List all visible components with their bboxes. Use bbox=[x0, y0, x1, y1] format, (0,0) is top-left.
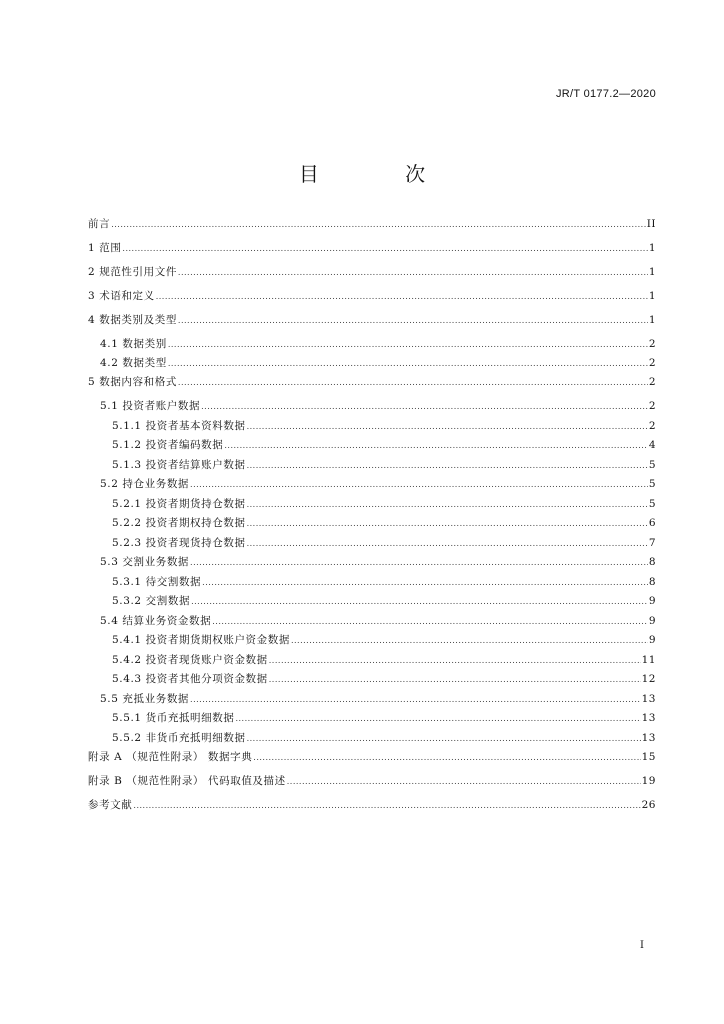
toc-entry-label: 5.1 投资者账户数据 bbox=[100, 400, 201, 412]
toc-entry-label: 4.2 数据类型 bbox=[100, 357, 167, 369]
toc-entry-label: 1 范围 bbox=[88, 242, 122, 254]
toc-entry-page: 2 bbox=[648, 338, 656, 350]
toc-entry-page: 1 bbox=[648, 290, 656, 302]
toc-entry-page: 11 bbox=[641, 653, 656, 666]
toc-entry[interactable] bbox=[88, 751, 656, 775]
toc-entry-label: 4.1 数据类别 bbox=[100, 338, 167, 350]
toc-entry-label: 5.3.2 交割数据 bbox=[112, 595, 191, 607]
toc-leader-dots bbox=[178, 315, 648, 327]
toc-entry-page: 13 bbox=[641, 692, 656, 705]
toc-entry-label: 5.4.1 投资者期货期权账户资金数据 bbox=[112, 634, 290, 646]
toc-entry[interactable] bbox=[88, 290, 656, 314]
toc-entry-label: 5.2 持仓业务数据 bbox=[100, 478, 190, 490]
toc-entry[interactable] bbox=[88, 439, 656, 459]
toc-entry-label: 5.2.2 投资者期权持仓数据 bbox=[112, 517, 246, 529]
toc-entry[interactable] bbox=[88, 420, 656, 440]
toc-entry-page: 19 bbox=[641, 775, 656, 787]
toc-leader-dots bbox=[168, 339, 648, 351]
toc-entry-label: 5.2.3 投资者现货持仓数据 bbox=[112, 536, 246, 549]
toc-entry-label: 5.4.2 投资者现货账户资金数据 bbox=[112, 653, 268, 666]
toc-leader-dots bbox=[235, 713, 640, 725]
toc-entry-page: 5 bbox=[648, 497, 656, 510]
toc-leader-dots bbox=[178, 377, 648, 389]
toc-leader-dots bbox=[269, 655, 641, 667]
toc-entry-label: 4 数据类别及类型 bbox=[88, 314, 177, 326]
toc-entry-label: 5 数据内容和格式 bbox=[88, 376, 177, 388]
toc-leader-dots bbox=[190, 694, 641, 706]
toc-leader-dots bbox=[269, 674, 641, 686]
toc-entry-page: 9 bbox=[648, 614, 656, 627]
toc-entry-page: 26 bbox=[641, 799, 656, 811]
toc-entry-label: 5.5.2 非货币充抵明细数据 bbox=[112, 731, 246, 744]
toc-entry-label: 3 术语和定义 bbox=[88, 290, 155, 302]
toc-entry[interactable] bbox=[88, 654, 656, 674]
toc-entry-page: 13 bbox=[641, 731, 656, 744]
toc-entry-page: 9 bbox=[648, 634, 656, 646]
toc-entry-page: 9 bbox=[648, 595, 656, 607]
toc-leader-dots bbox=[247, 518, 648, 530]
toc-entry-page: 5 bbox=[648, 458, 656, 471]
standard-code: JR/T 0177.2—2020 bbox=[556, 88, 656, 100]
toc-leader-dots bbox=[190, 479, 648, 491]
toc-entry-page: 1 bbox=[648, 314, 656, 326]
page-title: 目 次 bbox=[298, 162, 466, 186]
toc-entry-label: 5.5 充抵业务数据 bbox=[100, 692, 190, 705]
toc-entry[interactable] bbox=[88, 338, 656, 357]
toc-leader-dots bbox=[212, 616, 648, 628]
toc-entry-page: 8 bbox=[648, 556, 656, 568]
toc-entry-page: 15 bbox=[641, 751, 656, 763]
toc-leader-dots bbox=[247, 421, 648, 433]
toc-entry[interactable] bbox=[88, 218, 656, 242]
toc-entry[interactable] bbox=[88, 478, 656, 498]
toc-entry-page: 2 bbox=[648, 400, 656, 412]
toc-entry-page: II bbox=[646, 218, 656, 230]
toc-entry[interactable] bbox=[88, 693, 656, 713]
toc-entry-page: 2 bbox=[648, 357, 656, 369]
toc-leader-dots bbox=[224, 440, 647, 452]
toc-entry[interactable] bbox=[88, 517, 656, 537]
toc-entry-label: 前言 bbox=[88, 218, 111, 230]
toc-entry[interactable] bbox=[88, 634, 656, 654]
toc-entry-label: 附录 A （规范性附录） 数据字典 bbox=[88, 751, 253, 763]
toc-entry-page: 5 bbox=[648, 478, 656, 490]
toc-entry[interactable] bbox=[88, 537, 656, 557]
toc-entry-label: 5.5.1 货币充抵明细数据 bbox=[112, 712, 235, 724]
toc-leader-dots bbox=[202, 577, 648, 589]
toc-entry[interactable] bbox=[88, 357, 656, 376]
page-number: I bbox=[640, 940, 644, 951]
toc-leader-dots bbox=[122, 243, 647, 255]
toc-leader-dots bbox=[201, 401, 648, 413]
toc-entry-page: 8 bbox=[648, 575, 656, 588]
toc-entry-label: 5.3.1 待交割数据 bbox=[112, 575, 202, 588]
toc-entry[interactable] bbox=[88, 576, 656, 596]
toc-entry[interactable] bbox=[88, 712, 656, 732]
toc-entry[interactable] bbox=[88, 775, 656, 799]
toc-entry-label: 5.4.3 投资者其他分项资金数据 bbox=[112, 673, 268, 685]
toc-leader-dots bbox=[156, 291, 648, 303]
toc-entry-page: 2 bbox=[648, 376, 656, 388]
toc-entry[interactable] bbox=[88, 242, 656, 266]
toc-entry[interactable] bbox=[88, 615, 656, 635]
toc-entry[interactable] bbox=[88, 732, 656, 752]
toc-entry[interactable] bbox=[88, 799, 656, 823]
toc-entry[interactable] bbox=[88, 376, 656, 400]
toc-entry-page: 4 bbox=[648, 439, 656, 451]
toc-entry[interactable] bbox=[88, 673, 656, 693]
toc-entry-page: 6 bbox=[648, 517, 656, 529]
toc-entry[interactable] bbox=[88, 400, 656, 420]
toc-leader-dots bbox=[287, 776, 641, 788]
toc-entry-label: 5.2.1 投资者期货持仓数据 bbox=[112, 497, 246, 510]
toc-entry-label: 2 规范性引用文件 bbox=[88, 266, 177, 278]
toc-entry-page: 1 bbox=[648, 266, 656, 278]
toc-leader-dots bbox=[253, 752, 640, 764]
toc-leader-dots bbox=[247, 733, 641, 745]
toc-entry-page: 13 bbox=[641, 712, 656, 724]
toc-entry-page: 1 bbox=[648, 242, 656, 254]
toc-leader-dots bbox=[190, 557, 648, 569]
toc-leader-dots bbox=[178, 267, 648, 279]
toc-leader-dots bbox=[191, 596, 648, 608]
toc-entry-page: 2 bbox=[648, 419, 656, 432]
toc-leader-dots bbox=[247, 499, 648, 511]
toc-leader-dots bbox=[111, 219, 646, 231]
toc-leader-dots bbox=[291, 635, 648, 647]
toc-leader-dots bbox=[247, 460, 648, 472]
toc-entry[interactable] bbox=[88, 314, 656, 338]
toc-entry[interactable] bbox=[88, 266, 656, 290]
toc-entry[interactable] bbox=[88, 556, 656, 576]
toc-entry-label: 5.1.2 投资者编码数据 bbox=[112, 439, 224, 451]
toc-entry[interactable] bbox=[88, 498, 656, 518]
toc-entry-label: 5.1.3 投资者结算账户数据 bbox=[112, 458, 246, 471]
toc-leader-dots bbox=[133, 800, 640, 812]
toc-leader-dots bbox=[168, 358, 648, 370]
toc-entry-page: 12 bbox=[641, 673, 656, 685]
toc-entry-label: 5.4 结算业务资金数据 bbox=[100, 614, 212, 627]
toc-entry-page: 7 bbox=[648, 536, 656, 549]
toc-leader-dots bbox=[247, 538, 648, 550]
toc-entry-label: 5.1.1 投资者基本资料数据 bbox=[112, 419, 246, 432]
table-of-contents bbox=[88, 218, 656, 823]
toc-entry-label: 5.3 交割业务数据 bbox=[100, 556, 190, 568]
toc-entry[interactable] bbox=[88, 459, 656, 479]
toc-entry-label: 附录 B （规范性附录） 代码取值及描述 bbox=[88, 775, 286, 787]
toc-entry[interactable] bbox=[88, 595, 656, 615]
toc-entry-label: 参考文献 bbox=[88, 799, 133, 811]
